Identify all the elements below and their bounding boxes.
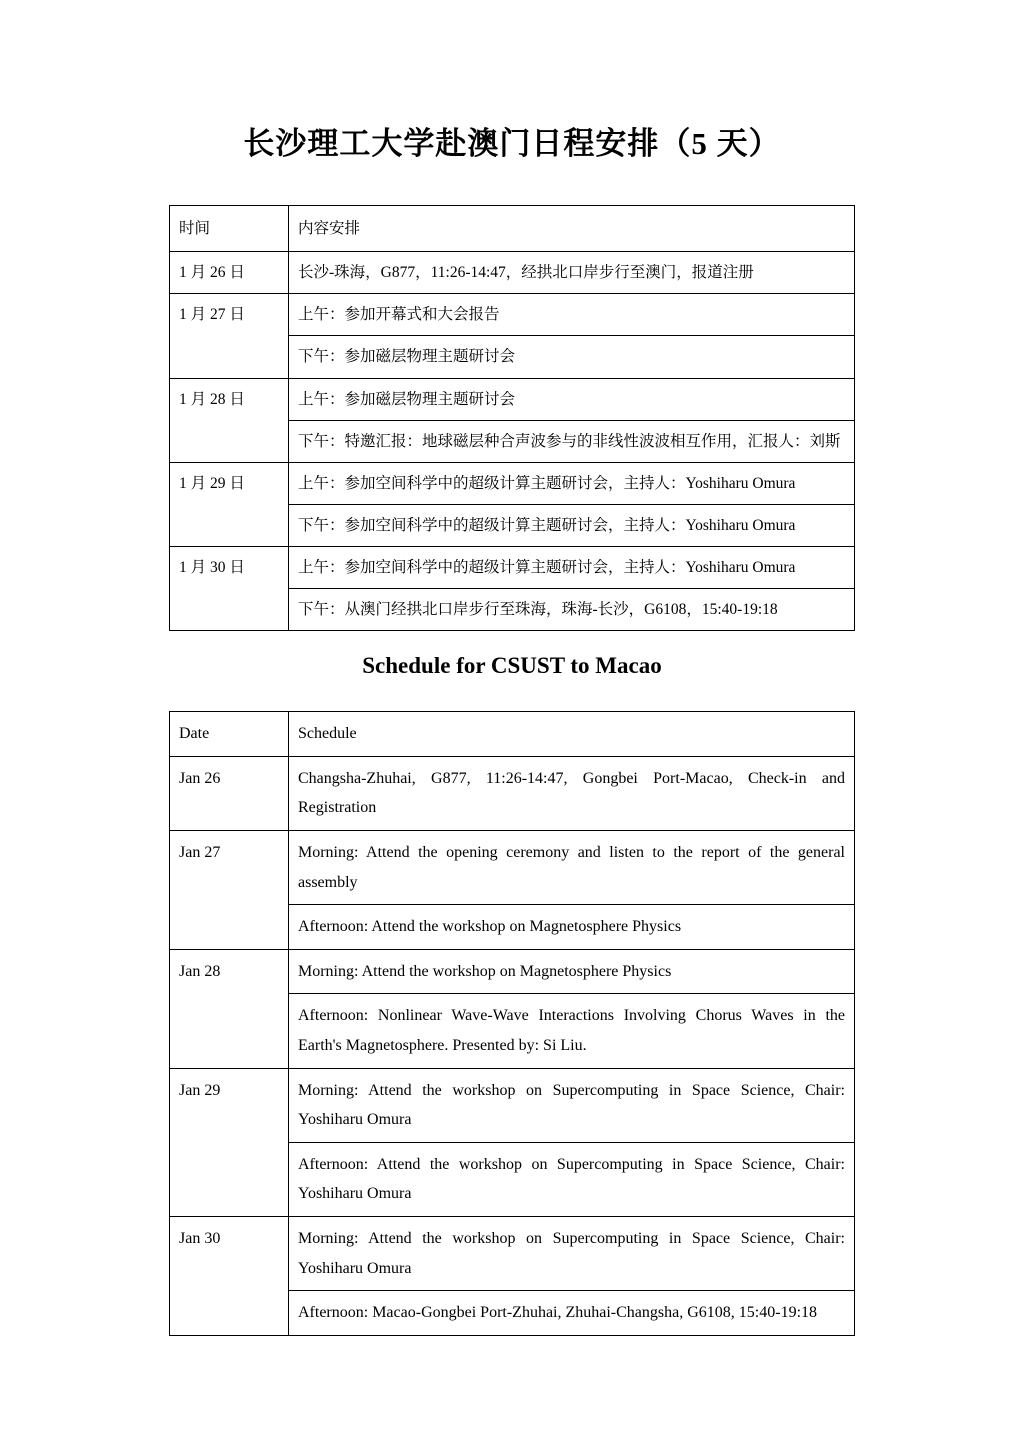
schedule-table-english (169, 711, 855, 1336)
cell-schedule: Afternoon: Macao-Gongbei Port-Zhuhai, Zhuhai-Changsha, G6108, 15:40-19:18 (289, 1291, 855, 1336)
cell-schedule: 上午：参加开幕式和大会报告 (289, 294, 855, 336)
schedule-table-chinese (169, 205, 855, 631)
cell-schedule: 下午：从澳门经拱北口岸步行至珠海，珠海-长沙，G6108，15:40-19:18 (289, 589, 855, 631)
table-header-date: 时间 (170, 206, 289, 252)
cell-date: Jan 28 (170, 949, 289, 1068)
page-title-chinese: 长沙理工大学赴澳门日程安排（5 天） (243, 126, 781, 161)
cell-schedule: Afternoon: Attend the workshop on Magnetosphere Physics (289, 905, 855, 950)
cell-schedule: 上午：参加空间科学中的超级计算主题研讨会，主持人：Yoshiharu Omura (289, 462, 855, 504)
table-row (170, 378, 855, 420)
cell-date: Jan 29 (170, 1068, 289, 1216)
cell-date: 1 月 26 日 (170, 252, 289, 294)
table-row (170, 294, 855, 336)
cell-date: 1 月 30 日 (170, 547, 289, 631)
table-header-date: Date (170, 712, 289, 757)
cell-schedule: 下午：参加空间科学中的超级计算主题研讨会，主持人：Yoshiharu Omura (289, 504, 855, 546)
table-row (170, 1216, 855, 1290)
cell-schedule: Morning: Attend the opening ceremony and listen to the report of the general assembly (289, 831, 855, 905)
page-title-english: Schedule for CSUST to Macao (362, 653, 662, 679)
cell-date: Jan 26 (170, 756, 289, 830)
cell-date: 1 月 27 日 (170, 294, 289, 378)
cell-date: 1 月 29 日 (170, 462, 289, 546)
cell-schedule: 上午：参加空间科学中的超级计算主题研讨会，主持人：Yoshiharu Omura (289, 547, 855, 589)
table-row (170, 949, 855, 994)
cell-schedule: Afternoon: Attend the workshop on Supercomputing in Space Science, Chair: Yoshiharu Omura (289, 1142, 855, 1216)
table-header-row (170, 206, 855, 252)
table-row (170, 1068, 855, 1142)
cell-schedule: 下午：特邀汇报：地球磁层种合声波参与的非线性波波相互作用，汇报人：刘斯 (289, 420, 855, 462)
table-header-schedule: Schedule (289, 712, 855, 757)
cell-schedule: Morning: Attend the workshop on Magnetosphere Physics (289, 949, 855, 994)
cell-schedule: 长沙-珠海，G877，11:26-14:47，经拱北口岸步行至澳门，报道注册 (289, 252, 855, 294)
table-row (170, 252, 855, 294)
table-row (170, 831, 855, 905)
cell-date: Jan 27 (170, 831, 289, 950)
cell-schedule: Morning: Attend the workshop on Supercomputing in Space Science, Chair: Yoshiharu Omura (289, 1068, 855, 1142)
cell-schedule: Changsha-Zhuhai, G877, 11:26-14:47, Gongbei Port-Macao, Check-in and Registration (289, 756, 855, 830)
table-header-schedule: 内容安排 (289, 206, 855, 252)
cell-date: Jan 30 (170, 1216, 289, 1335)
cell-schedule: 上午：参加磁层物理主题研讨会 (289, 378, 855, 420)
cell-schedule: Morning: Attend the workshop on Supercomputing in Space Science, Chair: Yoshiharu Omura (289, 1216, 855, 1290)
table-row (170, 547, 855, 589)
table-row (170, 462, 855, 504)
table-header-row (170, 712, 855, 757)
table-row (170, 756, 855, 830)
cell-date: 1 月 28 日 (170, 378, 289, 462)
cell-schedule: 下午：参加磁层物理主题研讨会 (289, 336, 855, 378)
cell-schedule: Afternoon: Nonlinear Wave-Wave Interactions Involving Chorus Waves in the Earth's Magnetosphere. Presented by: Si Liu. (289, 994, 855, 1068)
